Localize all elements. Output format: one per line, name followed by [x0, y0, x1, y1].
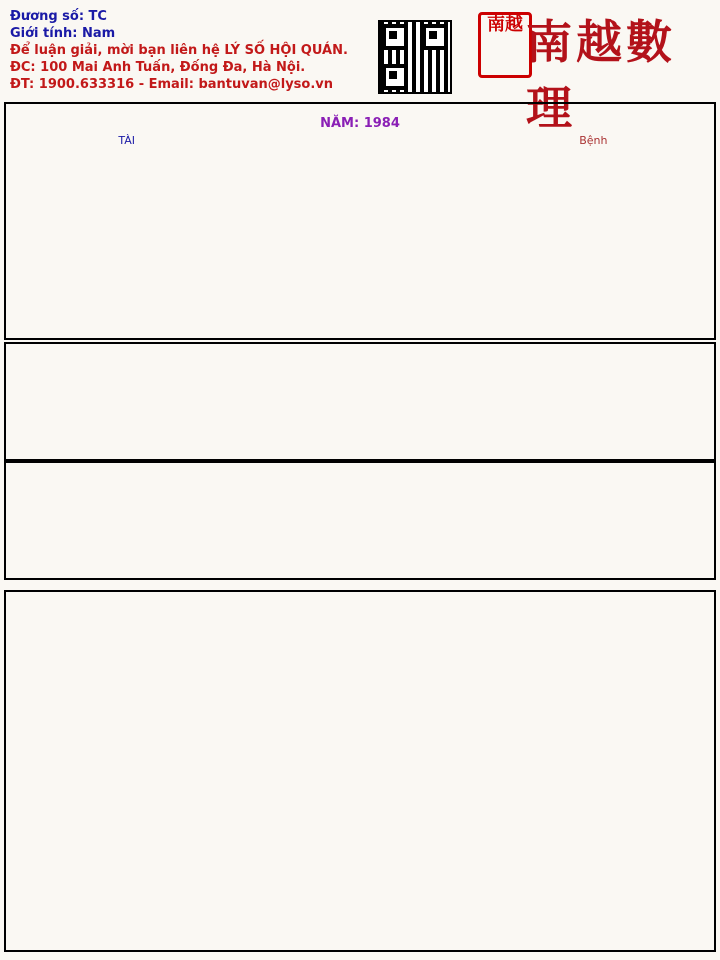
phone-email-line: ĐT: 1900.633316 - Email: bantuvan@lyso.vn	[10, 77, 334, 92]
red-seal-icon	[478, 12, 532, 78]
dai-van-row-1	[4, 342, 716, 461]
pillar-0	[6, 104, 714, 338]
panel-title: NĂM: 1984	[320, 116, 400, 131]
contact-line: Để luận giải, mời bạn liên hệ LÝ SỐ HỘI QUÁN.	[10, 43, 348, 58]
ten-god-label: TÀI	[118, 134, 135, 147]
ten-god-label: Bệnh	[579, 134, 608, 147]
brand-logo: 南越數理	[526, 15, 676, 135]
header-info	[10, 8, 348, 93]
ten-god-label	[243, 134, 476, 148]
pillar-grid	[6, 134, 714, 148]
gender: Giới tính: Nam	[10, 26, 116, 41]
address-line: ĐC: 100 Mai Anh Tuấn, Đống Đa, Hà Nội.	[10, 60, 306, 75]
four-pillars-panel	[4, 102, 716, 340]
qr-code-icon[interactable]	[378, 20, 452, 94]
seal-text: 南越	[487, 14, 523, 35]
owner-name: Đương số: TC	[10, 9, 107, 24]
annual-luck-table	[4, 590, 716, 952]
dai-van-row-2	[4, 461, 716, 580]
